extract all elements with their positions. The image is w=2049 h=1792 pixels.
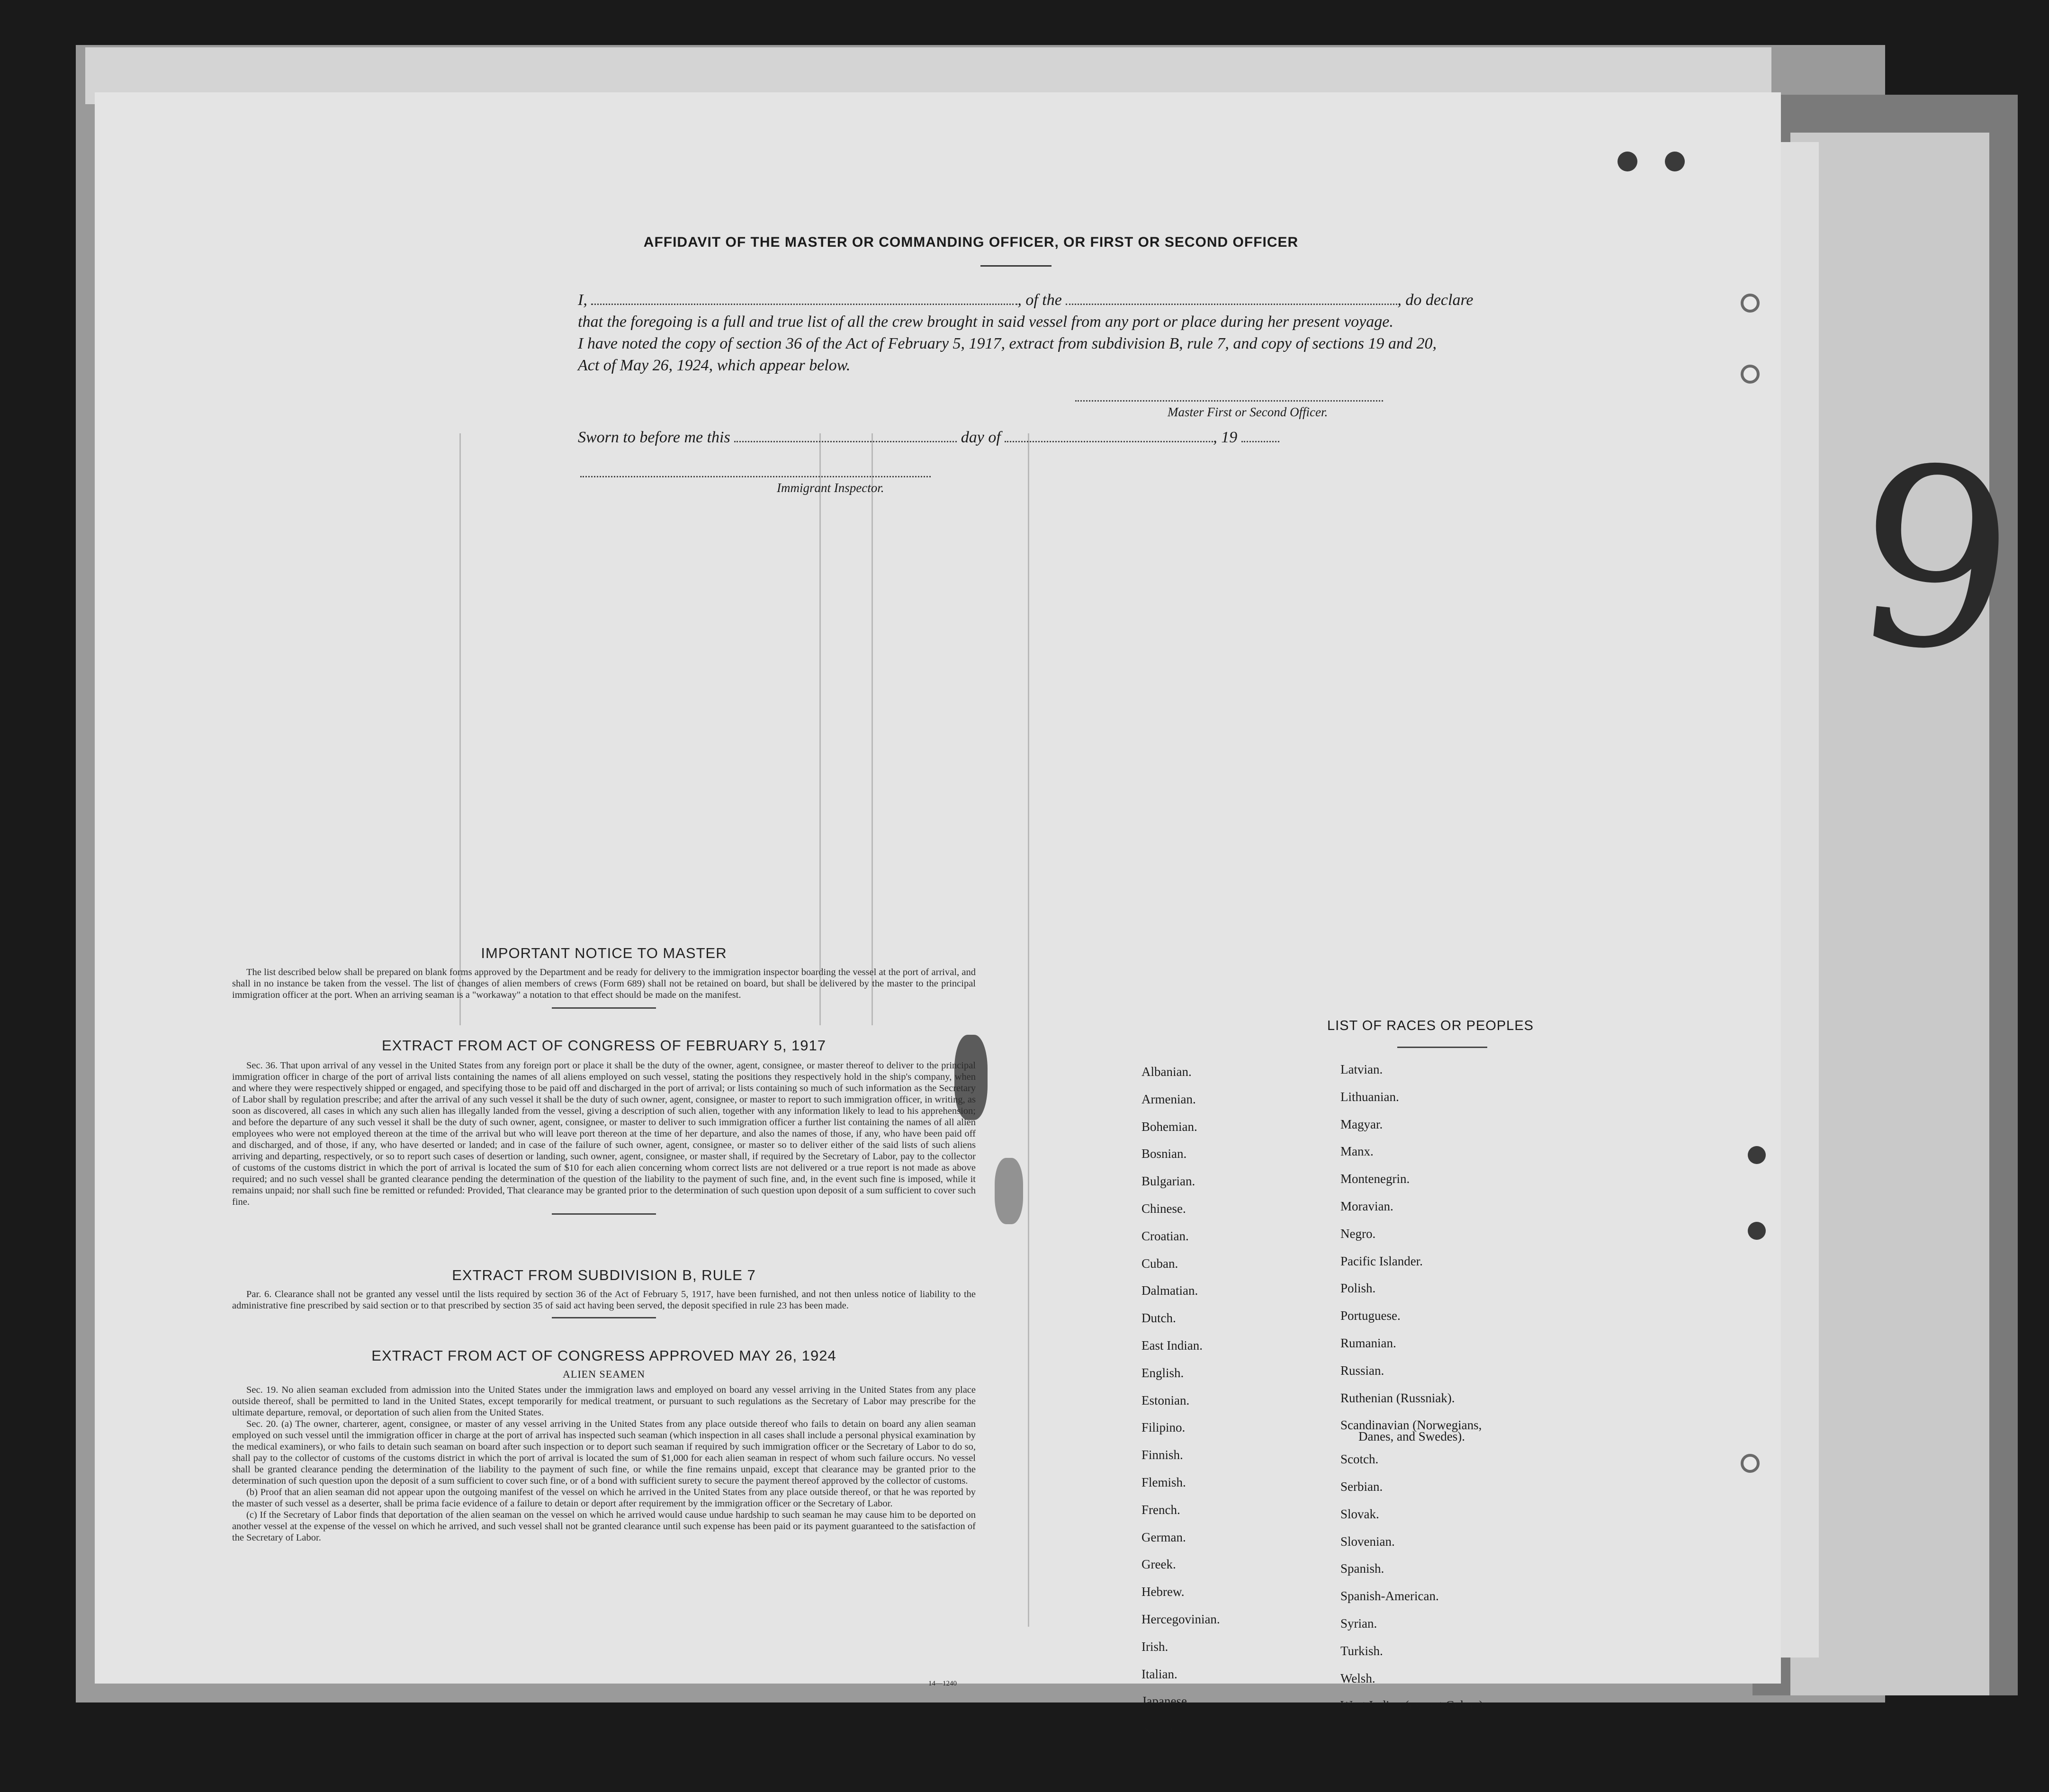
race-item: Montenegrin.: [1340, 1172, 1410, 1186]
title-rule: [980, 265, 1051, 267]
race-item: Albanian.: [1141, 1065, 1192, 1079]
sec-20b-paragraph: (b) Proof that an alien seaman did not appear upon the outgoing manifest of the vessel on which he arrived in the United States from any place outside thereof, or that he was reported by the master of such vessel as a deserter, shall be prima facie evidence of a failure to detain or deport after requirement by the immigration officer or the Secretary of Labor.: [232, 1487, 976, 1509]
race-item: Estonian.: [1141, 1393, 1190, 1407]
punch-hole: [1741, 365, 1760, 384]
column-line: [1028, 433, 1029, 1627]
punch-hole: [1748, 1222, 1766, 1240]
race-item: Scotch.: [1340, 1452, 1379, 1467]
race-item: Chinese.: [1141, 1201, 1186, 1216]
sworn-end: , 19: [1213, 429, 1238, 446]
handwritten-mark: 9: [1842, 409, 2028, 711]
affidavit-line-1-start: I,: [578, 291, 587, 309]
rule-7-text: [232, 1289, 976, 1311]
document-page: [95, 92, 1781, 1736]
race-item: Bohemian.: [1141, 1119, 1197, 1134]
affidavit-line-1: [578, 291, 1474, 309]
race-item: Armenian.: [1141, 1092, 1196, 1106]
sec-20a-paragraph: Sec. 20. (a) The owner, charterer, agent, consignee, or master of any vessel arriving in the United States from any place outside thereof who fails to detain on board any alien seaman employed on such vessel until the immigration officer in charge at the port of arrival has inspected such seaman (which inspection in all cases shall include a personal physical examination by the medical examiners), or who fails to detain such seaman on board after such inspection or to deport such seaman if required by such immigration officer or the Secretary of Labor to do so, shall pay to the collector of customs of the customs district in which the port of arrival is located the sum of $1,000 for each alien seaman in respect of whom such failure occurs. No vessel shall be granted clearance pending the determination of the liability to the payment of such fine, or while the fine remains unpaid, except that clearance may be granted prior to the determination of such question upon the deposit of a sum sufficient to cover such fine, or of a bond with sufficient surety to secure the payment thereof approved by the collector of customs.: [232, 1419, 976, 1486]
race-item: East Indian.: [1141, 1338, 1203, 1353]
race-item: Spanish.: [1340, 1561, 1384, 1576]
sec-20c-paragraph: (c) If the Secretary of Labor finds that deportation of the alien seaman on the vessel on which he arrived would cause undue hardship to such seaman he may cause him to be deported on another vessel at the expense of the vessel on which he arrived, and such vessel shall not be granted clearance until such expense has been paid or its payment guaranteed to the satisfaction of the Secretary of Labor.: [232, 1510, 976, 1543]
race-item: Rumanian.: [1340, 1335, 1396, 1350]
act-1924-title: EXTRACT FROM ACT OF CONGRESS APPROVED MAY 26, 1924: [371, 1347, 836, 1364]
race-item: Latvian.: [1340, 1062, 1383, 1076]
race-item: Ruthenian (Russniak).: [1340, 1390, 1455, 1405]
races-title: LIST OF RACES OR PEOPLES: [1327, 1018, 1534, 1033]
notice-section: [232, 945, 976, 1009]
notice-text: [232, 967, 976, 1001]
year-blank[interactable]: [1241, 429, 1279, 442]
race-item: Serbian.: [1340, 1479, 1383, 1494]
column-line: [872, 433, 873, 1025]
races-column-1: [1141, 1058, 1220, 1743]
race-item: Lithuanian.: [1340, 1089, 1399, 1104]
race-item: Dalmatian.: [1141, 1283, 1198, 1298]
par-6-paragraph: Par. 6. Clearance shall not be granted any vessel until the lists required by section 36 of the Act of February 5, 1917, have been furnished, and not then unless notice of liability to the administrative fine prescribed by said section or to that prescribed by section 35 of said act having been served, the deposit specified in rule 23 has been made.: [232, 1289, 976, 1311]
column-line: [819, 433, 821, 1025]
race-item: Finnish.: [1141, 1448, 1183, 1462]
race-item: Japanese.: [1141, 1694, 1190, 1709]
race-item: Slovak.: [1340, 1506, 1379, 1521]
affidavit-line-1-mid: , of the: [1017, 291, 1062, 309]
section-rule: [552, 1007, 656, 1009]
sworn-line: [578, 429, 1279, 447]
inspector-signature-line[interactable]: [580, 476, 931, 477]
vessel-blank[interactable]: [1066, 291, 1397, 305]
background-sheet-right-light: [1790, 133, 1989, 1695]
races-column-2: [1340, 1056, 1486, 1720]
punch-hole: [1665, 152, 1685, 171]
master-label: Master First or Second Officer.: [1168, 405, 1328, 419]
race-item: Dutch.: [1141, 1311, 1176, 1326]
race-item: Filipino.: [1141, 1420, 1186, 1435]
race-item: West Indian (except Cuban).: [1340, 1698, 1487, 1713]
race-item: Polish.: [1340, 1281, 1376, 1296]
act-1917-text: [232, 1060, 976, 1208]
section-rule: [552, 1317, 656, 1318]
affidavit-line-1-end: , do declare: [1397, 291, 1474, 309]
name-blank[interactable]: [591, 291, 1017, 305]
race-item: Danes, and Swedes).: [1358, 1429, 1465, 1444]
sec-36-paragraph: Sec. 36. That upon arrival of any vessel in the United States from any foreign port or place it shall be the duty of the owner, agent, consignee, or master thereof to deliver to the principal immigration officer in charge of the port of arrival lists containing the names of all aliens employed on such vessel, stating the positions they respectively hold in the ship's company, when and where they were respectively shipped or engaged, and specifying those to be paid off and discharged in the port of arrival; or lists containing so much of such information as the Secretary of Labor shall by regulation prescribe; and after the arrival of any such vessel it shall be the duty of such owner, agent, consignee, or master to report to such immigration officer, in writing, as soon as discovered, all cases in which any such alien has illegally landed from the vessel, giving a description of such alien, together with any information likely to lead to his apprehension; and before the departure of any such vessel it shall be the duty of such owner, agent, consignee, or master to deliver to such immigration officer a further list containing the names of all alien employees who were not employed thereon at the time of the arrival but who will leave port thereon at the time of her departure, and also the names of those, if any, who have been paid off and discharged, and of those, if any, who have deserted or landed; and in case of the failure of such owner, agent, consignee, or master so to deliver either of the said lists of such aliens arriving and departing, respectively, or so to report such cases of desertion or landing, such owner, agent, consignee, or master shall, if required by the Secretary of Labor, pay to the collector of customs of the customs district in which the port of arrival is located the sum of $10 for each alien concerning whom correct lists are not delivered or a true report is not made as above required; and no such vessel shall be granted clearance pending the determination of the question of the liability to the payment of such fine, and, in the event such fine is imposed, while it remains unpaid; nor shall such fine be remitted or refunded: Provided, That clearance may be granted prior to the determination of such question upon deposit of a sum sufficient to cover such fine.: [232, 1060, 976, 1207]
race-item: Italian.: [1141, 1667, 1177, 1681]
race-item: Magyar.: [1340, 1117, 1383, 1131]
race-item: Greek.: [1141, 1557, 1176, 1572]
race-item: Portuguese.: [1340, 1308, 1401, 1323]
act-1917-title: EXTRACT FROM ACT OF CONGRESS OF FEBRUARY 5, 1917: [381, 1037, 827, 1054]
race-item: French.: [1141, 1502, 1180, 1517]
race-item: Spanish-American.: [1340, 1589, 1439, 1604]
race-item: Moravian.: [1340, 1199, 1393, 1213]
act-1924-text: [232, 1384, 976, 1543]
affidavit-line-4: Act of May 26, 1924, which appear below.: [578, 357, 851, 374]
race-item: German.: [1141, 1530, 1186, 1544]
race-item: Negro.: [1340, 1226, 1376, 1241]
race-item: Pacific Islander.: [1340, 1254, 1423, 1268]
inspector-label: Immigrant Inspector.: [777, 481, 884, 495]
race-item: Bulgarian.: [1141, 1174, 1195, 1189]
column-line: [459, 433, 461, 1025]
race-item: Turkish.: [1340, 1643, 1383, 1658]
sworn-start: Sworn to before me this: [578, 429, 730, 446]
form-number: 14—1240: [928, 1680, 957, 1687]
races-title-rule: [1397, 1047, 1487, 1048]
punch-hole: [1748, 1146, 1766, 1164]
race-item: Syrian.: [1340, 1616, 1377, 1631]
race-item: Slovenian.: [1340, 1534, 1395, 1549]
master-signature-line[interactable]: [1075, 400, 1383, 402]
act-1924-section: [232, 1347, 976, 1543]
race-item: Hebrew.: [1141, 1585, 1185, 1599]
rule-7-title: EXTRACT FROM SUBDIVISION B, RULE 7: [452, 1267, 756, 1283]
race-item: Manx.: [1340, 1144, 1374, 1159]
race-item: Croatian.: [1141, 1228, 1189, 1243]
race-item: Bosnian.: [1141, 1147, 1187, 1161]
race-item: English.: [1141, 1365, 1184, 1380]
punch-hole: [1741, 294, 1760, 313]
ink-smudge: [995, 1158, 1023, 1224]
punch-hole: [1618, 152, 1637, 171]
affidavit-title: AFFIDAVIT OF THE MASTER OR COMMANDING OFFICER, OR FIRST OR SECOND OFFICER: [643, 234, 1299, 250]
race-item: Welsh.: [1340, 1671, 1375, 1685]
notice-paragraph: The list described below shall be prepared on blank forms approved by the Department and be ready for delivery to the immigration inspector boarding the vessel at the port of arrival, and shall in no instance be taken from the vessel. The list of changes of alien members of crews (Form 689) shall not be retained on board, but shall be delivered by the master to the principal immigration officer at the port. When an arriving seaman is a "workaway" a notation to that effect should be made on the manifest.: [232, 967, 976, 1000]
race-item: Flemish.: [1141, 1475, 1186, 1489]
race-item: Irish.: [1141, 1639, 1168, 1654]
race-item: Korean.: [1141, 1721, 1183, 1736]
section-rule: [552, 1213, 656, 1215]
month-blank[interactable]: [1005, 429, 1213, 442]
day-blank[interactable]: [734, 429, 957, 442]
rule-7-section: [232, 1267, 976, 1318]
affidavit-line-3: I have noted the copy of section 36 of the Act of February 5, 1917, extract from subdivision B, rule 7, and copy of sections 19 and 20,: [578, 335, 1437, 352]
race-item: Cuban.: [1141, 1256, 1178, 1271]
punch-hole: [1741, 1454, 1760, 1473]
race-item: Hercegovinian.: [1141, 1612, 1220, 1626]
alien-seamen-subtitle: ALIEN SEAMEN: [563, 1368, 645, 1380]
sec-19-paragraph: Sec. 19. No alien seaman excluded from admission into the United States under the immigration laws and employed on board any vessel arriving in the United States from any place outside thereof, shall be permitted to land in the United States, except temporarily for medical treatment, or pursuant to such regulations as the Secretary of Labor may prescribe for the ultimate departure, removal, or deportation of such alien from the United States.: [232, 1385, 976, 1418]
sworn-mid: day of: [961, 429, 1001, 446]
act-1917-section: [232, 1037, 976, 1215]
notice-title: IMPORTANT NOTICE TO MASTER: [481, 945, 727, 961]
affidavit-line-2: that the foregoing is a full and true list of all the crew brought in said vessel from any port or place during her present voyage.: [578, 313, 1393, 331]
race-item: Scandinavian (Norwegians,: [1340, 1418, 1482, 1433]
race-item: Russian.: [1340, 1363, 1384, 1378]
